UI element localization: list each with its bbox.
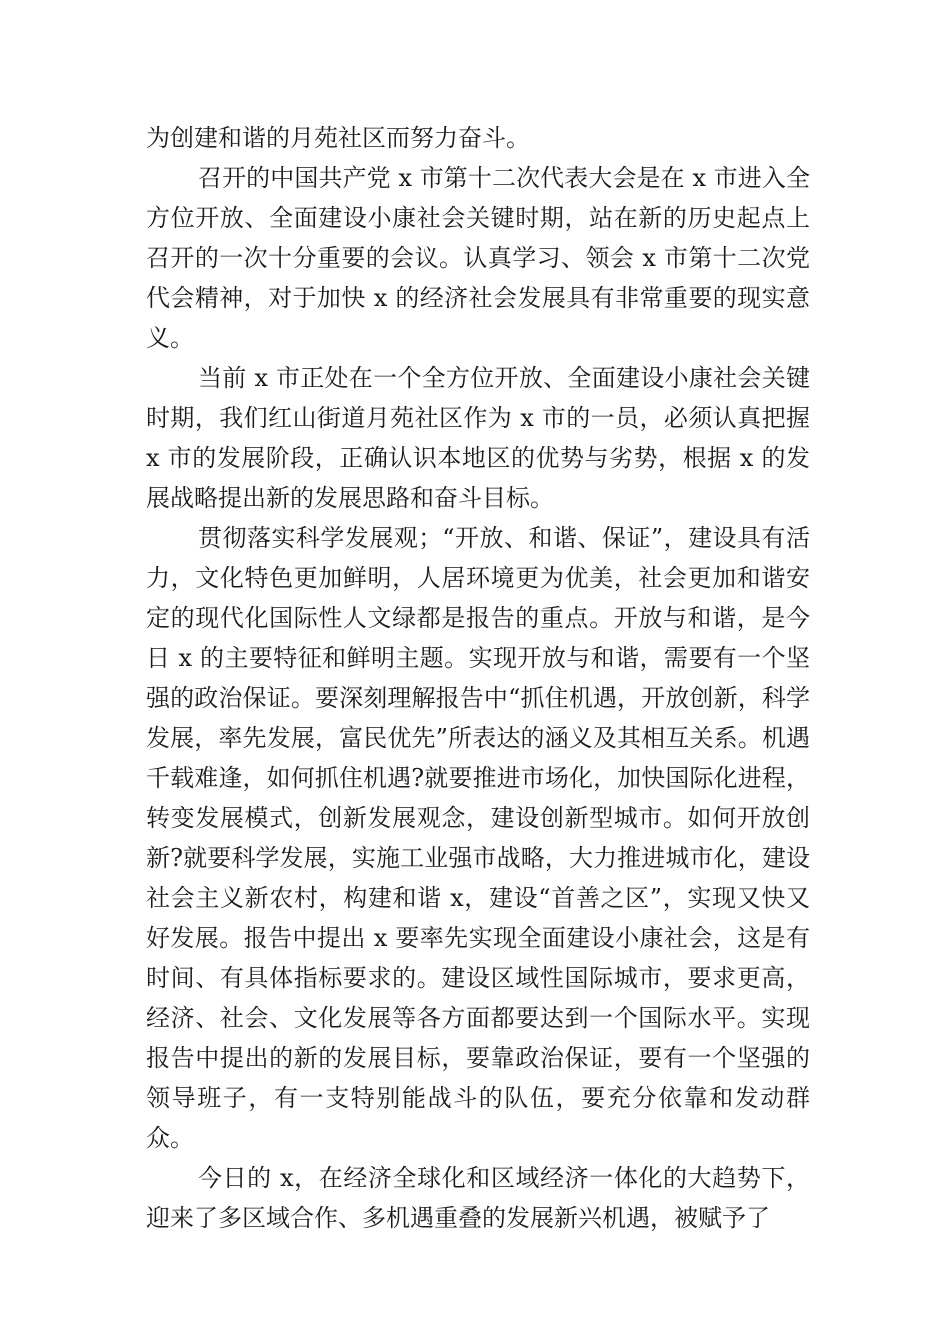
paragraph-4: 贯彻落实科学发展观；“开放、和谐、保证”，建设具有活力，文化特色更加鲜明，人居环境更为优美，社会更加和谐安定的现代化国际性人文绿都是报告的重点。开放与和谐，是今日 x 的主要特征和鲜明主题。实现开放与和谐，需要有一个坚强的政治保证。要深刻理解报告中“抓住机遇，开放创新，科学发展，率先发展，富民优先”所表达的涵义及其相互关系。机遇千载难逢，如何抓住机遇?就要推进市场化，加快国际化进程，转变发展模式，创新发展观念，建设创新型城市。如何开放创新?就要科学发展，实施工业强市战略，大力推进城市化，建设社会主义新农村，构建和谐 x，建设“首善之区”，实现又快又好发展。报告中提出 x 要率先实现全面建设小康社会，这是有时间、有具体指标要求的。建设区域性国际城市，要求更高，经济、社会、文化发展等各方面都要达到一个国际水平。实现报告中提出的新的发展目标，要靠政治保证，要有一个坚强的领导班子，有一支特别能战斗的队伍，要充分依靠和发动群众。 [146, 524, 810, 1152]
document-body [146, 118, 810, 1238]
paragraph-3: 当前 x 市正处在一个全方位开放、全面建设小康社会关键时期，我们红山街道月苑社区作为 x 市的一员，必须认真把握 x 市的发展阶段，正确认识本地区的优势与劣势，根据 x 的发展战略提出新的发展思路和奋斗目标。 [146, 364, 810, 512]
paragraph-1: 为创建和谐的月苑社区而努力奋斗。 [146, 124, 530, 152]
paragraph-2: 召开的中国共产党 x 市第十二次代表大会是在 x 市进入全方位开放、全面建设小康社会关键时期，站在新的历史起点上召开的一次十分重要的会议。认真学习、领会 x 市第十二次党代会精神，对于加快 x 的经济社会发展具有非常重要的现实意义。 [146, 164, 810, 352]
paragraph-5: 今日的 x，在经济全球化和区域经济一体化的大趋势下，迎来了多区域合作、多机遇重叠的发展新兴机遇，被赋予了 [146, 1164, 810, 1232]
